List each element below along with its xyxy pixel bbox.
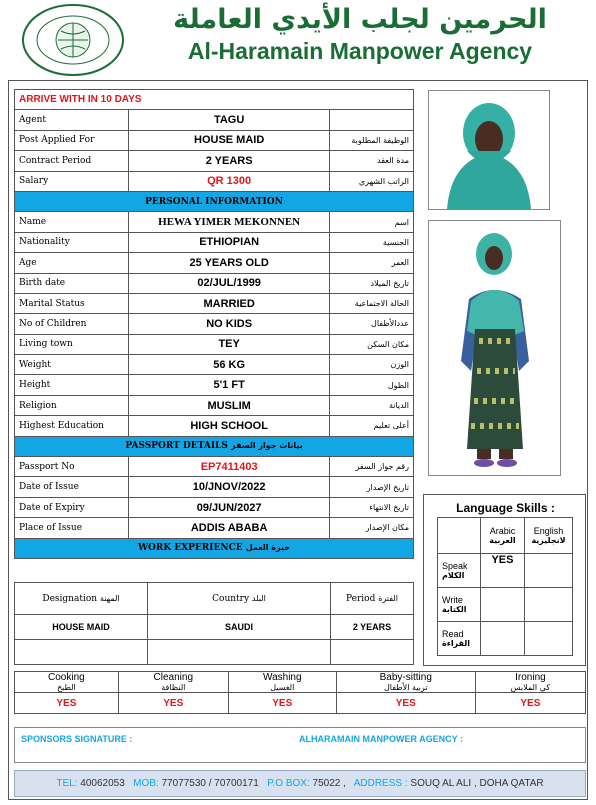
tel-value: 40062053 [80,778,125,789]
row-label-ar [330,110,414,130]
mob-value: 77077530 / 70700171 [161,778,259,789]
arabic-label-ar: العربية [489,536,516,545]
row-label-ar: مكان السكن [330,334,414,354]
cleaning-value: YES [118,693,228,714]
row-value: NO KIDS [129,314,330,334]
write-label-ar: الكتابة [442,605,467,614]
english-label: English [533,526,564,536]
row-label: Name [15,212,129,232]
skill-label-ar: الطبخ [56,683,76,692]
skill-label: Cooking [48,672,85,683]
row-value: 10/JNOV/2022 [129,477,330,497]
designation-label: Designation [42,593,98,604]
row-label-ar: مكان الإصدار [330,518,414,538]
personal-info-header: PERSONAL INFORMATION [15,191,414,211]
row-label-ar: رقم جواز السفر [330,457,414,477]
speak-label-ar: الكلام [442,571,465,580]
row-label: No of Children [15,314,129,334]
read-label-ar: القراءة [442,639,471,648]
work-experience-header [15,538,414,558]
table-row [15,615,414,640]
row-label: Salary [15,171,129,191]
arabic-label: Arabic [489,526,516,536]
designation-label-ar: المهنة [99,593,120,603]
address-label: ADDRESS : [353,778,408,789]
skill-label-ar: تربية الأطفال [383,683,428,692]
row-label-ar: عددالأطفال [330,314,414,334]
table-row [438,588,573,622]
contact-footer [14,770,586,797]
table-row [15,334,414,354]
work-header-en: WORK EXPERIENCE [137,543,243,554]
table-row [15,416,414,436]
work-designation: HOUSE MAID [15,615,148,640]
row-label-ar: الوظيفة المطلوبة [330,130,414,150]
empty-cell [331,640,414,665]
row-label-ar: الطول [330,375,414,395]
row-label-ar: الحالة الاجتماعية [330,293,414,313]
period-header [331,583,414,615]
row-label: Place of Issue [15,518,129,538]
row-label: Nationality [15,232,129,252]
row-value: 25 YEARS OLD [129,253,330,273]
row-label-ar: تاريخ الإصدار [330,477,414,497]
table-row [15,477,414,497]
row-label: Religion [15,395,129,415]
table-row [15,110,414,130]
row-label: Height [15,375,129,395]
po-box-label: P.O BOX: [267,778,310,789]
address-value: SOUQ AL ALI , DOHA QATAR [410,778,544,789]
cooking-value: YES [15,693,119,714]
skill-label: Baby-sitting [379,672,432,683]
row-label: Weight [15,355,129,375]
row-value: HEWA YIMER MEKONNEN [129,212,330,232]
country-label-ar: البلد [251,593,266,603]
skill-cleaning [118,672,228,693]
arabic-column-header [480,518,524,554]
read-label-cell [438,622,481,656]
skill-label-ar: كي الملابس [510,683,551,692]
arrival-notice: ARRIVE WITH IN 10 DAYS [15,90,414,110]
passport-header-ar: بيانات جواز السفر [231,441,303,451]
sponsor-signature-label: SPONSORS SIGNATURE : [21,734,133,744]
row-value: 09/JUN/2027 [129,497,330,517]
read-arabic [480,622,524,656]
passport-number-value: EP7411403 [129,457,330,477]
candidate-info-table [14,89,414,559]
language-skills-box [423,494,586,666]
candidate-full-body-photo [428,220,561,476]
skill-baby-sitting [336,672,475,693]
row-label: Birth date [15,273,129,293]
work-header-ar: خبرة العمل [245,543,291,553]
table-row [15,457,414,477]
table-row [15,212,414,232]
designation-header [15,583,148,615]
row-label-ar: الوزن [330,355,414,375]
skill-label: Washing [263,672,302,683]
po-box-value: 75022 , [312,778,346,789]
row-label-ar: الديانة [330,395,414,415]
table-row [15,518,414,538]
language-skills-title: Language Skills : [456,501,555,515]
row-value: HIGH SCHOOL [129,416,330,436]
table-row [15,130,414,150]
row-label-ar: الجنسية [330,232,414,252]
table-row [15,232,414,252]
mob-label: MOB: [133,778,159,789]
row-label: Date of Issue [15,477,129,497]
row-label: Living town [15,334,129,354]
row-label: Passport No [15,457,129,477]
passport-header-en: PASSPORT DETAILS [125,441,228,452]
write-label: Write [442,595,463,605]
table-row [15,273,414,293]
table-row [15,355,414,375]
signature-box [14,727,586,763]
row-label: Date of Expiry [15,497,129,517]
row-label: Agent [15,110,129,130]
table-row [438,554,573,588]
table-row [15,253,414,273]
language-skills-table [437,517,573,656]
read-label: Read [442,629,464,639]
skill-washing [228,672,336,693]
speak-arabic: YES [480,554,524,588]
table-row [15,171,414,191]
skill-label: Ironing [515,672,546,683]
skill-ironing [475,672,585,693]
salary-value: QR 1300 [129,171,330,191]
agency-logo [14,2,132,78]
speak-english [525,554,573,588]
agency-title-english: Al-Haramain Manpower Agency [187,38,533,64]
row-value: TAGU [129,110,330,130]
row-label-ar: تاريخ الميلاد [330,273,414,293]
table-row [15,314,414,334]
row-label-ar: أعلى تعليم [330,416,414,436]
row-value: MARRIED [129,293,330,313]
empty-cell [438,518,481,554]
english-column-header [525,518,573,554]
period-label-ar: الفترة [378,593,398,603]
skills-table [14,671,586,714]
row-label-ar: الراتب الشهري [330,171,414,191]
country-header [148,583,331,615]
work-country: SAUDI [148,615,331,640]
washing-value: YES [228,693,336,714]
baby-sitting-value: YES [336,693,475,714]
row-label: Highest Education [15,416,129,436]
read-english [525,622,573,656]
row-label: Age [15,253,129,273]
skill-cooking [15,672,119,693]
row-value: MUSLIM [129,395,330,415]
row-value: 2 YEARS [129,151,330,171]
row-label: Post Applied For [15,130,129,150]
tel-label: TEL: [56,778,78,789]
table-row [15,293,414,313]
table-row [15,151,414,171]
country-label: Country [212,593,250,604]
table-row [15,497,414,517]
ironing-value: YES [475,693,585,714]
empty-cell [148,640,331,665]
row-value: 5'1 FT [129,375,330,395]
row-value: TEY [129,334,330,354]
empty-cell [15,640,148,665]
agency-signature-label: ALHARAMAIN MANPOWER AGENCY : [299,734,463,744]
speak-label-cell [438,554,481,588]
row-label-ar: تاريخ الانتهاء [330,497,414,517]
period-label: Period [346,593,376,604]
row-value: ADDIS ABABA [129,518,330,538]
speak-label: Speak [442,561,468,571]
table-row [438,622,573,656]
row-value: HOUSE MAID [129,130,330,150]
table-row [15,375,414,395]
table-row [15,395,414,415]
skill-label-ar: النظافة [161,683,186,692]
skill-label: Cleaning [153,672,194,683]
write-label-cell [438,588,481,622]
candidate-headshot-photo [428,90,550,210]
row-label-ar: اسم [330,212,414,232]
passport-details-header [15,436,414,456]
table-row [15,640,414,665]
row-value: 56 KG [129,355,330,375]
row-value: ETHIOPIAN [129,232,330,252]
work-period: 2 YEARS [331,615,414,640]
write-english [525,588,573,622]
row-label-ar: العمر [330,253,414,273]
write-arabic [480,588,524,622]
row-label: Marital Status [15,293,129,313]
row-label-ar: مدة العقد [330,151,414,171]
skill-label-ar: الغسيل [270,683,295,692]
work-experience-table [14,582,414,665]
row-label: Contract Period [15,151,129,171]
agency-title-arabic: الحرمين لجلب الأيدي العاملة [173,4,547,35]
row-value: 02/JUL/1999 [129,273,330,293]
english-label-ar: لانجليزية [531,536,566,545]
